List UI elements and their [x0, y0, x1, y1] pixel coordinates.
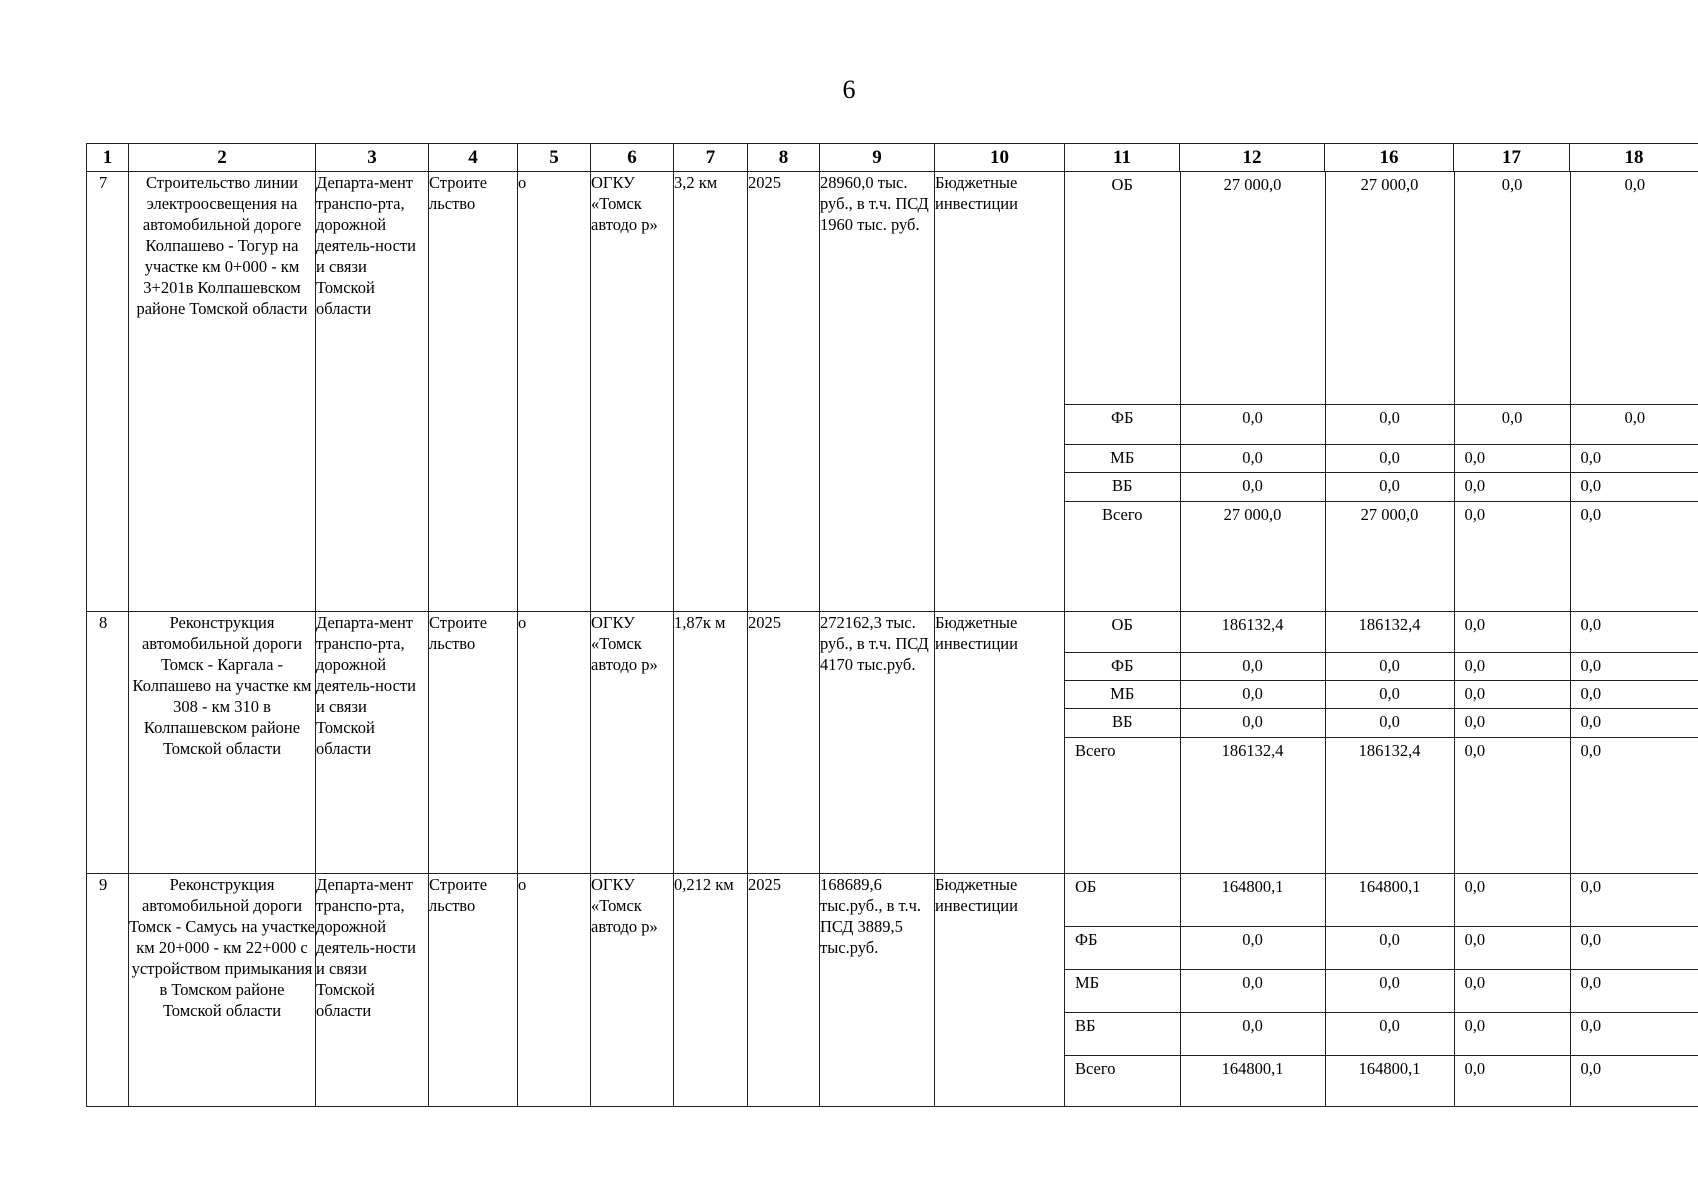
fin-v18: 0,0 — [1570, 472, 1698, 501]
fin-v18: 0,0 — [1570, 404, 1698, 444]
department: Департа-мент транспо-рта, дорожной деятель-ности и связи Томской области — [316, 873, 429, 1106]
fin-v12: 27 000,0 — [1180, 501, 1325, 611]
object-name: Реконструкция автомобильной дороги Томск - Самусь на участке км 20+000 - км 22+000 с устройством примыкания в Томском районе Томской области — [129, 873, 316, 1106]
investment-table — [86, 143, 1698, 1107]
fin-v16: 0,0 — [1325, 472, 1454, 501]
fin-v18: 0,0 — [1570, 737, 1698, 873]
col-header: 6 — [591, 144, 674, 172]
page-number: 6 — [842, 75, 856, 104]
header-row — [87, 144, 1698, 172]
fin-v16: 164800,1 — [1325, 874, 1454, 927]
financing-form: Бюджетные инвестиции — [935, 172, 1065, 612]
cost: 28960,0 тыс. руб., в т.ч. ПСД 1960 тыс. руб. — [820, 172, 935, 612]
cost: 168689,6 тыс.руб., в т.ч. ПСД 3889,5 тыс.руб. — [820, 873, 935, 1106]
fin-v16: 27 000,0 — [1325, 172, 1454, 404]
fin-v17: 0,0 — [1454, 652, 1570, 680]
fin-v16: 0,0 — [1325, 444, 1454, 472]
organization: ОГКУ «Томск автодо р» — [591, 612, 674, 874]
fin-v16: 0,0 — [1325, 1013, 1454, 1056]
fin-v18: 0,0 — [1570, 680, 1698, 708]
object-name: Реконструкция автомобильной дороги Томск - Каргала - Колпашево на участке км 308 - км 310 в Колпашевском районе Томской области — [129, 612, 316, 874]
work-type: Строите льство — [429, 172, 518, 612]
financing-row — [1065, 501, 1698, 611]
fin-v18: 0,0 — [1570, 708, 1698, 737]
fin-v17: 0,0 — [1454, 472, 1570, 501]
fin-v17: 0,0 — [1454, 404, 1570, 444]
fin-v18: 0,0 — [1570, 874, 1698, 927]
fin-v12: 0,0 — [1180, 472, 1325, 501]
column-5-value: о — [518, 172, 591, 612]
financing-block — [1065, 612, 1698, 874]
year: 2025 — [748, 873, 820, 1106]
fin-source: МБ — [1065, 444, 1180, 472]
financing-form: Бюджетные инвестиции — [935, 873, 1065, 1106]
fin-source: ФБ — [1065, 927, 1180, 970]
fin-v18: 0,0 — [1570, 1056, 1698, 1106]
fin-v16: 0,0 — [1325, 652, 1454, 680]
cost: 272162,3 тыс. руб., в т.ч. ПСД 4170 тыс.руб. — [820, 612, 935, 874]
financing-row — [1065, 404, 1698, 444]
fin-v18: 0,0 — [1570, 970, 1698, 1013]
financing-row — [1065, 680, 1698, 708]
fin-v16: 164800,1 — [1325, 1056, 1454, 1106]
organization: ОГКУ «Томск автодо р» — [591, 873, 674, 1106]
fin-source: ОБ — [1111, 175, 1133, 194]
financing-row — [1065, 444, 1698, 472]
financing-row — [1065, 612, 1698, 652]
fin-source: МБ — [1065, 970, 1180, 1013]
department: Департа-мент транспо-рта, дорожной деятель-ности и связи Томской области — [316, 612, 429, 874]
fin-v17: 0,0 — [1454, 737, 1570, 873]
col-header: 7 — [674, 144, 748, 172]
column-5-value: о — [518, 873, 591, 1106]
financing-row — [1065, 1013, 1698, 1056]
fin-v16: 186132,4 — [1325, 737, 1454, 873]
fin-v16: 0,0 — [1325, 404, 1454, 444]
fin-v18: 0,0 — [1570, 501, 1698, 611]
length: 3,2 км — [674, 172, 748, 612]
fin-v12: 0,0 — [1180, 680, 1325, 708]
fin-v18: 0,0 — [1570, 172, 1698, 404]
row-number: 8 — [87, 612, 129, 874]
fin-v17: 0,0 — [1454, 708, 1570, 737]
row-number: 7 — [87, 172, 129, 612]
fin-v17: 0,0 — [1454, 874, 1570, 927]
fin-v17: 0,0 — [1454, 1013, 1570, 1056]
fin-v12: 0,0 — [1180, 652, 1325, 680]
fin-v17: 0,0 — [1454, 172, 1570, 404]
work-type: Строите льство — [429, 612, 518, 874]
fin-source: ОБ — [1075, 876, 1097, 896]
financing-block — [1065, 873, 1698, 1106]
fin-v17: 0,0 — [1454, 612, 1570, 652]
financing-row — [1065, 172, 1698, 404]
fin-v16: 0,0 — [1325, 970, 1454, 1013]
financing-row — [1065, 652, 1698, 680]
fin-v16: 27 000,0 — [1325, 501, 1454, 611]
fin-source: ВБ — [1065, 708, 1180, 737]
table-row — [87, 612, 1698, 874]
fin-v12: 0,0 — [1180, 708, 1325, 737]
fin-v18: 0,0 — [1570, 927, 1698, 970]
col-header: 9 — [820, 144, 935, 172]
fin-v17: 0,0 — [1454, 970, 1570, 1013]
fin-v16: 0,0 — [1325, 680, 1454, 708]
year: 2025 — [748, 172, 820, 612]
fin-source: ВБ — [1065, 472, 1180, 501]
object-name: Строительство линии электроосвещения на автомобильной дороге Колпашево - Тогур на участке км 0+000 - км 3+201в Колпашевском районе Томской области — [129, 172, 316, 612]
fin-v12: 186132,4 — [1180, 737, 1325, 873]
fin-v12: 0,0 — [1180, 404, 1325, 444]
table-row — [87, 172, 1698, 612]
table-row — [87, 873, 1698, 1106]
fin-v12: 0,0 — [1180, 970, 1325, 1013]
fin-v12: 0,0 — [1180, 927, 1325, 970]
financing-block — [1065, 172, 1698, 612]
fin-v18: 0,0 — [1570, 652, 1698, 680]
year: 2025 — [748, 612, 820, 874]
col-header: 12 — [1180, 144, 1325, 172]
fin-v12: 0,0 — [1180, 444, 1325, 472]
col-header: 11 — [1065, 144, 1180, 172]
col-header: 18 — [1570, 144, 1698, 172]
financing-form: Бюджетные инвестиции — [935, 612, 1065, 874]
col-header: 3 — [316, 144, 429, 172]
fin-v17: 0,0 — [1454, 444, 1570, 472]
fin-v16: 0,0 — [1325, 927, 1454, 970]
financing-row — [1065, 472, 1698, 501]
fin-source: ВБ — [1065, 1013, 1180, 1056]
fin-v16: 186132,4 — [1325, 612, 1454, 652]
col-header: 8 — [748, 144, 820, 172]
fin-v17: 0,0 — [1454, 501, 1570, 611]
fin-source: МБ — [1065, 680, 1180, 708]
col-header: 1 — [87, 144, 129, 172]
fin-v12: 186132,4 — [1180, 612, 1325, 652]
fin-v18: 0,0 — [1570, 612, 1698, 652]
fin-source: Всего — [1065, 1056, 1180, 1106]
organization: ОГКУ «Томск автодо р» — [591, 172, 674, 612]
col-header: 10 — [935, 144, 1065, 172]
financing-row — [1065, 970, 1698, 1013]
fin-source: ОБ — [1111, 615, 1133, 635]
fin-v12: 164800,1 — [1180, 874, 1325, 927]
fin-v18: 0,0 — [1570, 444, 1698, 472]
fin-v12: 0,0 — [1180, 1013, 1325, 1056]
financing-row — [1065, 708, 1698, 737]
fin-source: Всего — [1065, 737, 1180, 873]
fin-v17: 0,0 — [1454, 1056, 1570, 1106]
fin-source: ФБ — [1065, 652, 1180, 680]
fin-v12: 164800,1 — [1180, 1056, 1325, 1106]
fin-v17: 0,0 — [1454, 927, 1570, 970]
length: 1,87к м — [674, 612, 748, 874]
department: Департа-мент транспо-рта, дорожной деятель-ности и связи Томской области — [316, 172, 429, 612]
fin-v16: 0,0 — [1325, 708, 1454, 737]
fin-source: Всего — [1065, 501, 1180, 611]
col-header: 4 — [429, 144, 518, 172]
column-5-value: о — [518, 612, 591, 874]
fin-v18: 0,0 — [1570, 1013, 1698, 1056]
financing-row — [1065, 1056, 1698, 1106]
row-number: 9 — [87, 873, 129, 1106]
fin-v17: 0,0 — [1454, 680, 1570, 708]
col-header: 16 — [1325, 144, 1454, 172]
financing-row — [1065, 737, 1698, 873]
financing-row — [1065, 927, 1698, 970]
col-header: 2 — [129, 144, 316, 172]
work-type: Строите льство — [429, 873, 518, 1106]
financing-row — [1065, 874, 1698, 927]
fin-v12: 27 000,0 — [1180, 172, 1325, 404]
fin-source: ФБ — [1065, 404, 1180, 444]
col-header: 5 — [518, 144, 591, 172]
col-header: 17 — [1454, 144, 1570, 172]
length: 0,212 км — [674, 873, 748, 1106]
